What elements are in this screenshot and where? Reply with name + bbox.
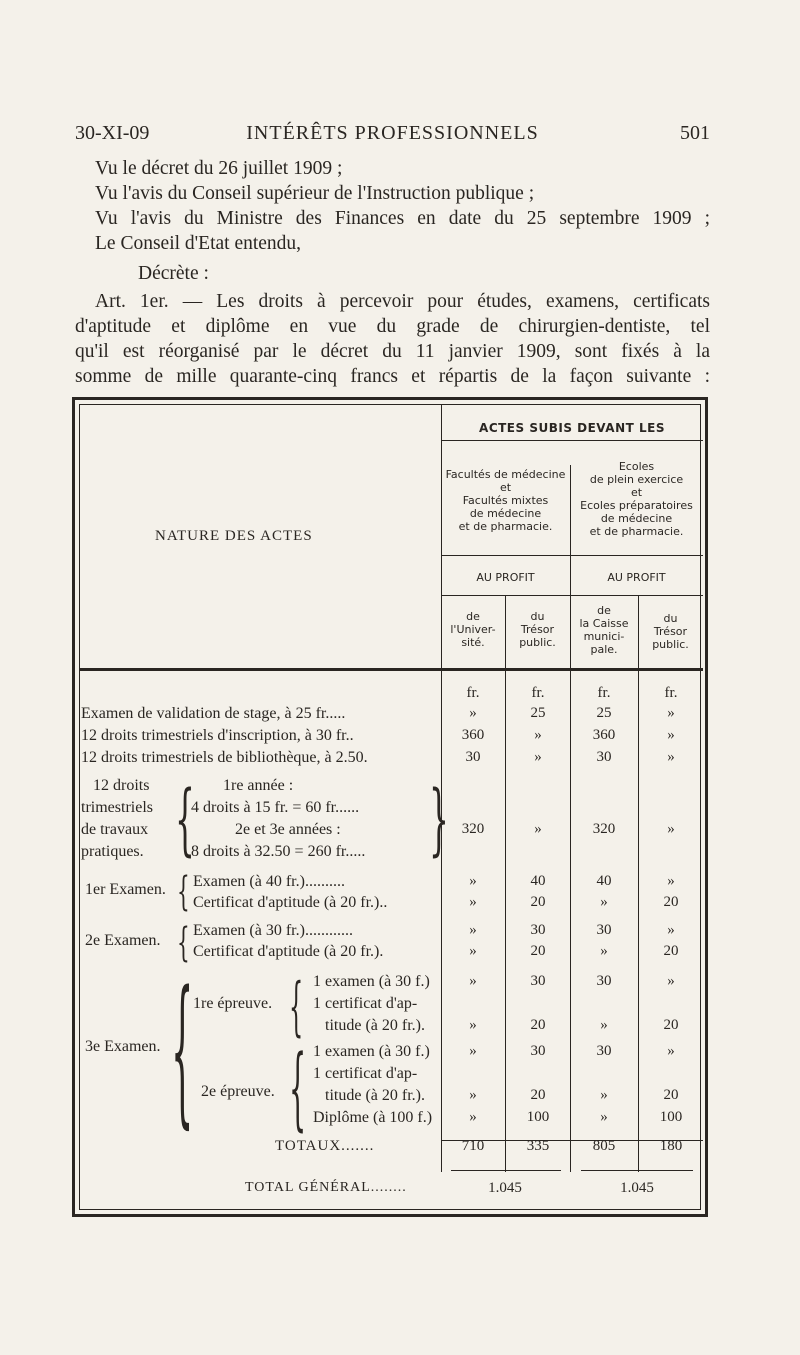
col-tresor-1: du Trésor public.	[519, 610, 556, 649]
col-universite: de l'Univer- sité.	[450, 610, 496, 649]
tp-year-1: 1re année :	[223, 777, 294, 794]
actes-subis-heading: ACTES SUBIS DEVANT LES	[479, 421, 665, 435]
epreuve-1-certificat: 1 certificat d'ap-	[313, 995, 418, 1012]
row-validation-stage: Examen de validation de stage, à 25 fr.....	[81, 705, 346, 722]
header-separator	[79, 668, 703, 671]
hline-profit	[441, 595, 703, 596]
header-title: INTÉRÊTS PROFESSIONNELS	[246, 122, 539, 144]
total-general-ecoles: 1.045	[620, 1180, 654, 1196]
exam-3-brace: {	[171, 956, 194, 1143]
facultes-heading: Facultés de médecine et Facultés mixtes de médecine et de pharmacie.	[445, 468, 566, 533]
col-divider-3	[638, 595, 639, 1172]
epreuve-2-brace: {	[289, 1036, 307, 1141]
tp-label-1: 12 droits	[93, 777, 150, 794]
tp-year-2-3: 2e et 3e années :	[235, 821, 341, 838]
fees-table: NATURE DES ACTES ACTES SUBIS DEVANT LES Facultés de médecine et Facultés mixtes de médecine et de pharmacie. Ecoles de plein exercice et Ecoles préparatoires de médecine et de pharmacie. AU PROFIT AU PROFIT de l'Univer- sité. du Trésor public. de la Caisse munici- pale. du Trésor public. fr. fr. fr. fr. Examen de validation de stage, à 25 fr..... 12 droits trimestriels d'inscription, à 30 fr.. 12 droits trimestriels de bibliothèque, à 2.50. 12 droits trimestriels de travaux pratiques. { 1re année : 4 droits à 15 fr. = 60 fr...... 2e et 3e années : 8 droits à 32.50 = 260 fr..... } 1er Examen. { Examen (à 40 fr.).......... Certificat d'aptitude (à 20 fr.).. 2e Examen. { Examen (à 30 fr.)............ Certificat d'aptitude (à 20 fr.). 3e Examen. { 1re épreuve. { 1 examen (à 30 f.) 1 certificat d'ap- titude (à 20 fr.). 2e épreuve. { 1 examen (à 30 f.) 1 certificat d'ap- titude (à 20 fr.). Diplôme (à 100 f.) TOTAUX....... TOTAL GÉNÉRAL........ » 25 25 » 360 » 360 » 30 » 30 » 320 » 320 » » 40 40 » » 20 » 20 » 30 30 » » 20 » 20 » 30 30 » » 20 » 20 » 30 30 » » 20 » 20 » 100 » 100 710 335 805 180 1.045 1.045	[72, 397, 708, 1217]
intro-line-4: Le Conseil d'Etat entendu,	[95, 233, 302, 254]
page-number: 501	[680, 122, 710, 144]
running-header	[75, 122, 710, 150]
unit-1: fr.	[466, 685, 480, 701]
tp-left-brace: {	[175, 775, 195, 865]
intro-line-2: Vu l'avis du Conseil supérieur de l'Instruction publique ;	[95, 183, 535, 204]
article-line-4: somme de mille quarante-cinq francs et répartis de la façon suivante :	[75, 366, 710, 387]
article-line-3: qu'il est réorganisé par le décret du 11 janvier 1909, sont fixés à la	[75, 341, 710, 362]
epreuve-1-label: 1re épreuve.	[193, 995, 273, 1012]
epreuve-2-examen: 1 examen (à 30 f.)	[313, 1043, 430, 1060]
total-general-brace-2	[581, 1170, 693, 1171]
unit-4: fr.	[664, 685, 678, 701]
epreuve-2-certificat: 1 certificat d'ap-	[313, 1065, 418, 1082]
article-line-1: Art. 1er. — Les droits à percevoir pour études, examens, certificats	[95, 291, 710, 312]
total-general-facultes: 1.045	[488, 1180, 522, 1196]
epreuve-1-brace: {	[289, 970, 304, 1044]
total-general-brace-1	[451, 1170, 561, 1171]
tp-label-2: trimestriels	[81, 799, 153, 816]
total-general-label: TOTAL GÉNÉRAL........	[245, 1180, 407, 1195]
exam-2-brace: {	[177, 920, 190, 966]
tp-right-brace: }	[429, 775, 449, 865]
exam-2-label: 2e Examen.	[85, 932, 161, 949]
totaux-label: TOTAUX.......	[275, 1138, 375, 1154]
exam-2-certificat: Certificat d'aptitude (à 20 fr.).	[193, 943, 384, 960]
profit-heading-2: AU PROFIT	[607, 571, 666, 584]
col-divider-1	[505, 595, 506, 1172]
epreuve-1-examen: 1 examen (à 30 f.)	[313, 973, 430, 990]
tp-label-4: pratiques.	[81, 843, 144, 860]
exam-1-label: 1er Examen.	[85, 881, 166, 898]
intro-line-1: Vu le décret du 26 juillet 1909 ;	[95, 158, 343, 179]
tp-year-1-detail: 4 droits à 15 fr. = 60 fr......	[191, 799, 360, 816]
unit-2: fr.	[531, 685, 545, 701]
epreuve-2-diplome: Diplôme (à 100 f.)	[313, 1109, 433, 1126]
epreuve-2-label: 2e épreuve.	[201, 1083, 275, 1100]
exam-1-examen: Examen (à 40 fr.)..........	[193, 873, 345, 890]
row-bibliotheque: 12 droits trimestriels de bibliothèque, à 2.50.	[81, 749, 368, 766]
hline-actes	[441, 440, 703, 441]
exam-1-brace: {	[177, 869, 190, 915]
article-line-2: d'aptitude et diplôme en vue du grade de chirurgien-dentiste, tel	[75, 316, 710, 337]
nature-des-actes: NATURE DES ACTES	[155, 528, 313, 544]
epreuve-1-titude: titude (à 20 fr.).	[325, 1017, 425, 1034]
profit-heading-1: AU PROFIT	[476, 571, 535, 584]
exam-1-certificat: Certificat d'aptitude (à 20 fr.)..	[193, 894, 388, 911]
tp-year-2-3-detail: 8 droits à 32.50 = 260 fr.....	[191, 843, 366, 860]
col-caisse-municipale: de la Caisse munici- pale.	[579, 604, 629, 656]
hline-groups	[441, 555, 703, 556]
exam-3-label: 3e Examen.	[85, 1038, 161, 1055]
ecoles-heading: Ecoles de plein exercice et Ecoles préparatoires de médecine et de pharmacie.	[580, 460, 693, 538]
exam-2-examen: Examen (à 30 fr.)............	[193, 922, 353, 939]
epreuve-2-titude: titude (à 20 fr.).	[325, 1087, 425, 1104]
header-date: 30-XI-09	[75, 122, 150, 144]
tp-label-3: de travaux	[81, 821, 149, 838]
intro-line-3: Vu l'avis du Ministre des Finances en date du 25 septembre 1909 ;	[95, 208, 710, 229]
decrete: Décrète :	[138, 263, 209, 284]
row-inscription: 12 droits trimestriels d'inscription, à 30 fr..	[81, 727, 354, 744]
unit-3: fr.	[597, 685, 611, 701]
col-tresor-2: du Trésor public.	[652, 612, 689, 651]
